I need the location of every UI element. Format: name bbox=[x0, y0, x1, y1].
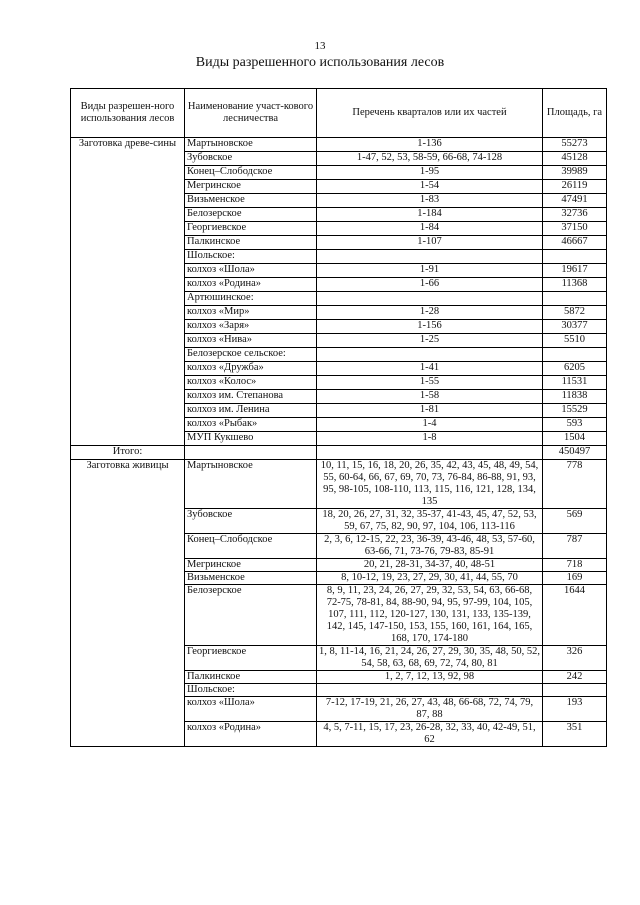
quarters-cell: 1-107 bbox=[317, 236, 543, 250]
timber-type-cell: Заготовка древе-сины bbox=[71, 138, 185, 446]
quarters-cell: 1-47, 52, 53, 58-59, 66-68, 74-128 bbox=[317, 152, 543, 166]
forestry-name-cell: колхоз «Заря» bbox=[185, 320, 317, 334]
table-header-row bbox=[71, 89, 607, 138]
quarters-cell: 18, 20, 26, 27, 31, 32, 35-37, 41-43, 45, 47, 52, 53, 59, 67, 75, 82, 90, 97, 104, 106, 113-116 bbox=[317, 509, 543, 534]
area-cell: 19617 bbox=[543, 264, 607, 278]
table-body bbox=[71, 138, 607, 747]
quarters-cell: 1-41 bbox=[317, 362, 543, 376]
forestry-name-cell: Георгиевское bbox=[185, 222, 317, 236]
forestry-name-cell: Конец–Слободское bbox=[185, 534, 317, 559]
forestry-name-cell: МУП Кукшево bbox=[185, 432, 317, 446]
forestry-name-cell: Визьменское bbox=[185, 572, 317, 585]
forestry-name-cell: колхоз «Родина» bbox=[185, 722, 317, 747]
area-cell: 5872 bbox=[543, 306, 607, 320]
page-title: Виды разрешенного использования лесов bbox=[195, 55, 445, 70]
page-number: 13 bbox=[314, 40, 326, 52]
forestry-name-cell: Конец–Слободское bbox=[185, 166, 317, 180]
quarters-cell: 1-4 bbox=[317, 418, 543, 432]
area-cell: 6205 bbox=[543, 362, 607, 376]
area-cell: 11531 bbox=[543, 376, 607, 390]
forestry-name-cell: Палкинское bbox=[185, 671, 317, 684]
quarters-cell: 1-66 bbox=[317, 278, 543, 292]
quarters-cell: 20, 21, 28-31, 34-37, 40, 48-51 bbox=[317, 559, 543, 572]
quarters-cell: 1-136 bbox=[317, 138, 543, 152]
quarters-cell bbox=[317, 348, 543, 362]
area-cell: 30377 bbox=[543, 320, 607, 334]
quarters-cell: 1-84 bbox=[317, 222, 543, 236]
forestry-name-cell: колхоз им. Ленина bbox=[185, 404, 317, 418]
resin-type-cell: Заготовка живицы bbox=[71, 460, 185, 747]
area-cell: 593 bbox=[543, 418, 607, 432]
area-cell: 47491 bbox=[543, 194, 607, 208]
forestry-name-cell: колхоз «Шола» bbox=[185, 264, 317, 278]
forestry-name-cell: Шольское: bbox=[185, 250, 317, 264]
forestry-name-cell: Мартыновское bbox=[185, 460, 317, 509]
forestry-name-cell: колхоз «Рыбак» bbox=[185, 418, 317, 432]
area-cell: 778 bbox=[543, 460, 607, 509]
quarters-cell bbox=[317, 684, 543, 697]
area-cell bbox=[543, 250, 607, 264]
area-cell: 11368 bbox=[543, 278, 607, 292]
forestry-name-cell: колхоз «Колос» bbox=[185, 376, 317, 390]
area-cell: 193 bbox=[543, 697, 607, 722]
area-cell: 46667 bbox=[543, 236, 607, 250]
quarters-cell: 7-12, 17-19, 21, 26, 27, 43, 48, 66-68, 72, 74, 79, 87, 88 bbox=[317, 697, 543, 722]
area-cell bbox=[543, 684, 607, 697]
quarters-cell: 1-184 bbox=[317, 208, 543, 222]
quarters-cell bbox=[317, 292, 543, 306]
forestry-name-cell: Мегринское bbox=[185, 559, 317, 572]
quarters-cell: 8, 9, 11, 23, 24, 26, 27, 29, 32, 53, 54, 63, 66-68, 72-75, 78-81, 84, 88-90, 94, 95, 97-99, 104, 105, 107, 111, 112, 120-127, 130, 131, 133, 135-139, 142, 145, 147-150, 153, 155, 160, 161, 164, 165, 168, 170, 174-180 bbox=[317, 585, 543, 646]
area-cell: 169 bbox=[543, 572, 607, 585]
quarters-cell: 1-91 bbox=[317, 264, 543, 278]
quarters-cell: 1-55 bbox=[317, 376, 543, 390]
forestry-name-cell: Артюшинское: bbox=[185, 292, 317, 306]
area-cell: 242 bbox=[543, 671, 607, 684]
forestry-name-cell: Зубовское bbox=[185, 152, 317, 166]
area-cell: 1644 bbox=[543, 585, 607, 646]
area-cell: 326 bbox=[543, 646, 607, 671]
forestry-name-cell: Мегринское bbox=[185, 180, 317, 194]
quarters-cell bbox=[317, 250, 543, 264]
area-cell: 37150 bbox=[543, 222, 607, 236]
area-cell: 39989 bbox=[543, 166, 607, 180]
total-empty-cell bbox=[317, 446, 543, 460]
forestry-name-cell: Белозерское сельское: bbox=[185, 348, 317, 362]
header-forestry: Наименование участ-кового лесничества bbox=[185, 89, 317, 138]
forestry-name-cell: Белозерское bbox=[185, 585, 317, 646]
area-cell: 15529 bbox=[543, 404, 607, 418]
quarters-cell: 1, 8, 11-14, 16, 21, 24, 26, 27, 29, 30, 35, 48, 50, 52, 54, 58, 63, 68, 69, 72, 74, 80, 81 bbox=[317, 646, 543, 671]
area-cell: 351 bbox=[543, 722, 607, 747]
area-cell bbox=[543, 292, 607, 306]
quarters-cell: 4, 5, 7-11, 15, 17, 23, 26-28, 32, 33, 40, 42-49, 51, 62 bbox=[317, 722, 543, 747]
area-cell: 718 bbox=[543, 559, 607, 572]
forestry-name-cell: колхоз «Нива» bbox=[185, 334, 317, 348]
quarters-cell: 1-81 bbox=[317, 404, 543, 418]
quarters-cell: 1-25 bbox=[317, 334, 543, 348]
area-cell: 787 bbox=[543, 534, 607, 559]
area-cell: 32736 bbox=[543, 208, 607, 222]
forestry-name-cell: колхоз «Дружба» bbox=[185, 362, 317, 376]
forestry-name-cell: Визьменское bbox=[185, 194, 317, 208]
forestry-name-cell: Зубовское bbox=[185, 509, 317, 534]
area-cell: 11838 bbox=[543, 390, 607, 404]
quarters-cell: 1-95 bbox=[317, 166, 543, 180]
forestry-name-cell: Шольское: bbox=[185, 684, 317, 697]
area-cell: 45128 bbox=[543, 152, 607, 166]
total-row bbox=[71, 446, 607, 460]
quarters-cell: 10, 11, 15, 16, 18, 20, 26, 35, 42, 43, 45, 48, 49, 54, 55, 60-64, 66, 67, 69, 70, 73, 76-84, 86-88, 91, 93, 95, 98-105, 108-110, 113, 115, 116, 121, 128, 134, 135 bbox=[317, 460, 543, 509]
quarters-cell: 1, 2, 7, 12, 13, 92, 98 bbox=[317, 671, 543, 684]
header-type: Виды разрешен-ного использования лесов bbox=[71, 89, 185, 138]
forest-use-table bbox=[70, 88, 607, 747]
forestry-name-cell: колхоз «Родина» bbox=[185, 278, 317, 292]
area-cell: 1504 bbox=[543, 432, 607, 446]
area-cell: 26119 bbox=[543, 180, 607, 194]
total-label: Итого: bbox=[71, 446, 185, 460]
header-area: Площадь, га bbox=[543, 89, 607, 138]
area-cell: 55273 bbox=[543, 138, 607, 152]
quarters-cell: 8, 10-12, 19, 23, 27, 29, 30, 41, 44, 55, 70 bbox=[317, 572, 543, 585]
quarters-cell: 1-156 bbox=[317, 320, 543, 334]
forestry-name-cell: Мартыновское bbox=[185, 138, 317, 152]
forestry-name-cell: колхоз «Мир» bbox=[185, 306, 317, 320]
total-empty-cell bbox=[185, 446, 317, 460]
forestry-name-cell: Георгиевское bbox=[185, 646, 317, 671]
forestry-name-cell: Белозерское bbox=[185, 208, 317, 222]
area-cell: 569 bbox=[543, 509, 607, 534]
forestry-name-cell: колхоз им. Степанова bbox=[185, 390, 317, 404]
table-row bbox=[71, 138, 607, 152]
area-cell bbox=[543, 348, 607, 362]
forestry-name-cell: Палкинское bbox=[185, 236, 317, 250]
quarters-cell: 2, 3, 6, 12-15, 22, 23, 36-39, 43-46, 48, 53, 57-60, 63-66, 71, 73-76, 79-83, 85-91 bbox=[317, 534, 543, 559]
quarters-cell: 1-28 bbox=[317, 306, 543, 320]
forestry-name-cell: колхоз «Шола» bbox=[185, 697, 317, 722]
quarters-cell: 1-54 bbox=[317, 180, 543, 194]
quarters-cell: 1-83 bbox=[317, 194, 543, 208]
header-quarters: Перечень кварталов или их частей bbox=[317, 89, 543, 138]
total-area: 450497 bbox=[543, 446, 607, 460]
area-cell: 5510 bbox=[543, 334, 607, 348]
quarters-cell: 1-58 bbox=[317, 390, 543, 404]
quarters-cell: 1-8 bbox=[317, 432, 543, 446]
table-row bbox=[71, 460, 607, 509]
